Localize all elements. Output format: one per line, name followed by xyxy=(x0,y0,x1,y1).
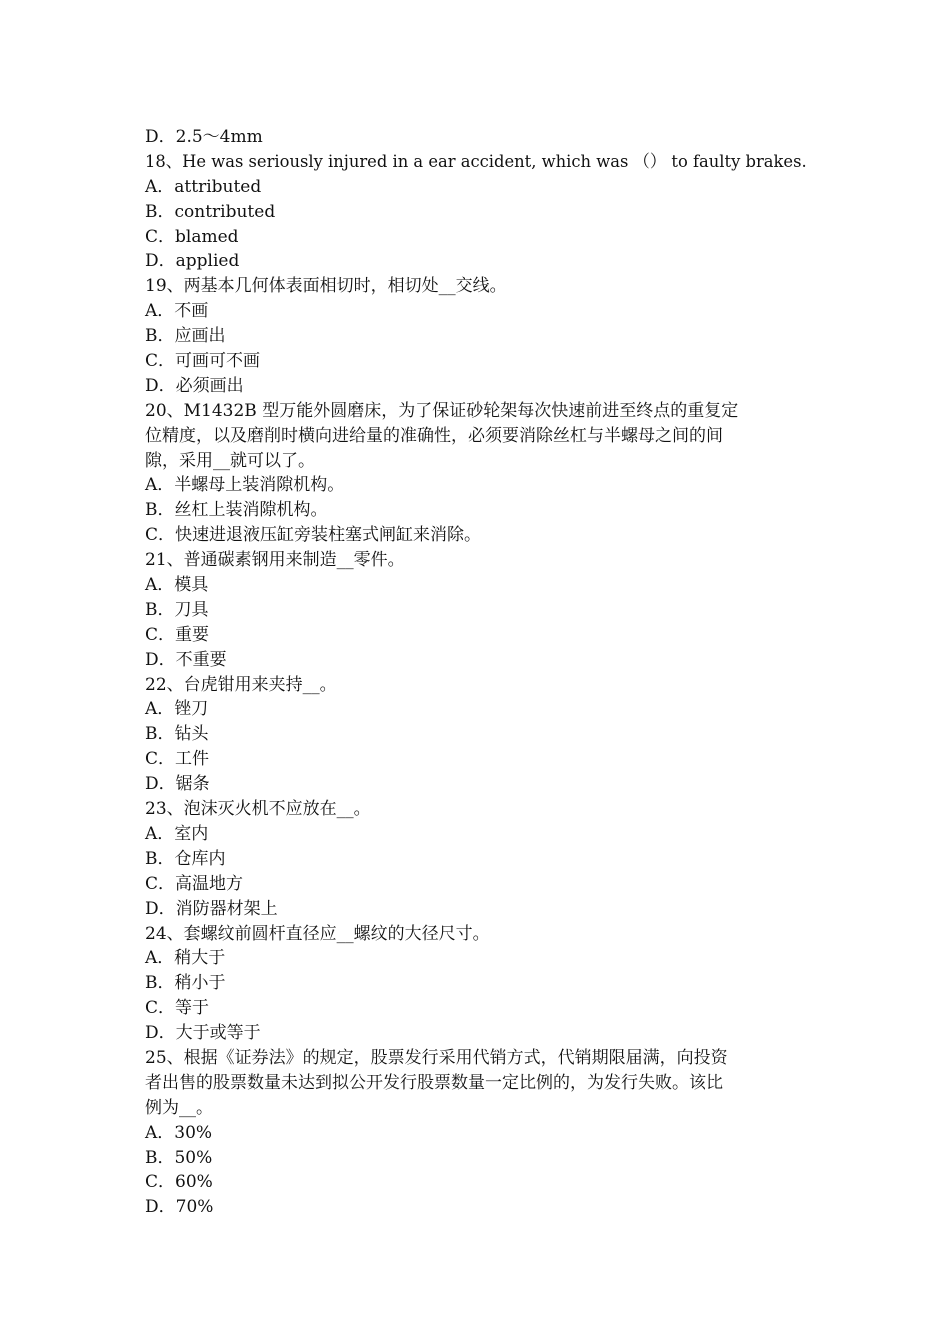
q22-option-a: A．锉刀 xyxy=(145,699,209,720)
q25-option-d: D．70% xyxy=(145,1197,214,1218)
q25-question-line-2: 者出售的股票数量未达到拟公开发行股票数量一定比例的，为发行失败。该比 xyxy=(145,1072,723,1093)
q19-option-a: A．不画 xyxy=(145,301,209,322)
q24-option-c: C．等于 xyxy=(145,998,210,1019)
q20-option-a: A．半螺母上装消隙机构。 xyxy=(145,475,345,496)
q22-option-b: B．钻头 xyxy=(145,724,209,745)
q24-option-d: D．大于或等于 xyxy=(145,1023,261,1044)
q18-option-c: C．blamed xyxy=(145,226,239,247)
q18-option-d: D．applied xyxy=(145,251,240,272)
q21-question: 21、普通碳素钢用来制造__零件。 xyxy=(145,550,405,571)
q25-question-line-1: 25、根据《证券法》的规定，股票发行采用代销方式，代销期限届满，向投资 xyxy=(145,1047,728,1068)
q23-option-b: B．仓库内 xyxy=(145,848,226,869)
q20-question-line-2: 位精度，以及磨削时横向进给量的准确性，必须要消除丝杠与半螺母之间的间 xyxy=(145,425,723,446)
q25-option-a: A．30% xyxy=(145,1122,213,1143)
q21-option-b: B．刀具 xyxy=(145,599,209,620)
q22-question: 22、台虎钳用来夹持__。 xyxy=(145,674,337,695)
q17-option-d: D．2.5～4mm xyxy=(145,127,263,147)
q23-question: 23、泡沫灭火机不应放在__。 xyxy=(145,799,371,820)
q24-option-a: A．稍大于 xyxy=(145,948,226,969)
q24-option-b: B．稍小于 xyxy=(145,973,226,994)
q20-option-c: C．快速进退液压缸旁装柱塞式闸缸来消除。 xyxy=(145,525,482,546)
q18-option-b: B．contributed xyxy=(145,201,276,222)
document-body xyxy=(145,125,807,1220)
q25-option-c: C．60% xyxy=(145,1172,213,1193)
q23-option-a: A．室内 xyxy=(145,823,209,844)
q20-question-line-1: 20、M1432B 型万能外圆磨床，为了保证砂轮架每次快速前进至终点的重复定 xyxy=(145,400,739,421)
q21-option-d: D．不重要 xyxy=(145,649,227,670)
q19-option-b: B．应画出 xyxy=(145,326,226,347)
q18-option-a: A．attributed xyxy=(145,176,262,197)
q18-question: 18、He was seriously injured in a ear accident, which was （） to faulty brakes. xyxy=(145,151,807,172)
q20-question-line-3: 隙，采用__就可以了。 xyxy=(145,450,315,471)
q25-question-line-3: 例为__。 xyxy=(145,1097,213,1118)
q19-option-c: C．可画可不画 xyxy=(145,351,261,372)
q23-option-d: D．消防器材架上 xyxy=(145,898,278,919)
q23-option-c: C．高温地方 xyxy=(145,873,244,894)
q19-question: 19、两基本几何体表面相切时，相切处__交线。 xyxy=(145,276,507,297)
q22-option-d: D．锯条 xyxy=(145,774,210,795)
q20-option-b: B．丝杠上装消隙机构。 xyxy=(145,500,328,521)
q22-option-c: C．工件 xyxy=(145,749,210,770)
q21-option-c: C．重要 xyxy=(145,624,210,645)
q24-question: 24、套螺纹前圆杆直径应__螺纹的大径尺寸。 xyxy=(145,923,490,944)
q21-option-a: A．模具 xyxy=(145,575,209,596)
q19-option-d: D．必须画出 xyxy=(145,375,244,396)
q25-option-b: B．50% xyxy=(145,1147,213,1168)
